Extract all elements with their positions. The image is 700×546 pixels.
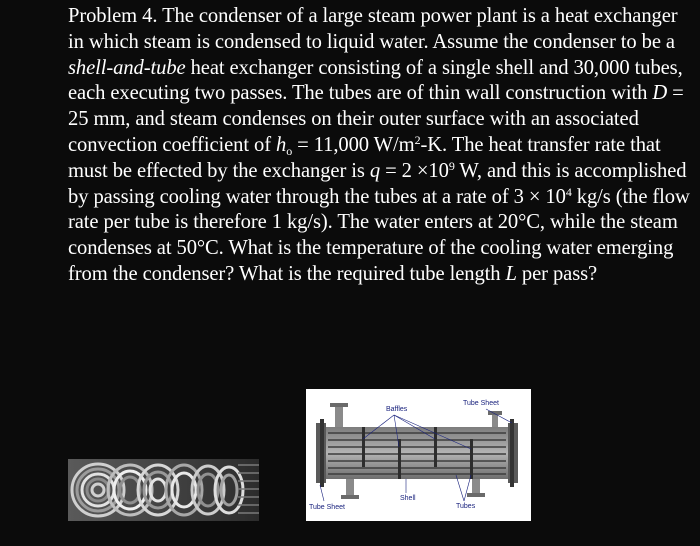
problem-text: -K. The heat transfer rate that must be effected by the exchanger is <box>68 133 661 182</box>
problem-statement <box>68 4 694 288</box>
superscript-2: 2 <box>414 132 421 147</box>
problem-text: per pass? <box>516 262 598 285</box>
variable-h: h <box>276 133 287 156</box>
shell-label: Shell <box>400 495 416 502</box>
problem-text: kg/s (the flow rate per tube is therefore 1 kg/s). The water enters at 20°C, while the steam condenses at 50°C. What is the temperature of the cooling water emerging from the condenser? What is the required tube length <box>68 185 690 285</box>
u-tube-bundle-photo <box>68 459 259 521</box>
problem-text: = 11,000 W/m <box>292 133 415 156</box>
shell-body <box>326 427 508 479</box>
problem-text: The condenser of a large steam power plant is a heat exchanger in which steam is condensed to liquid water. Assume the condenser to be a <box>68 5 678 53</box>
shell-and-tube-diagram <box>306 389 531 521</box>
problem-text: heat exchanger consisting of a single shell and 30,000 tubes, each executing two passes. The tubes are of thin wall construction with <box>68 56 683 105</box>
problem-text: W, and this is accomplished by passing cooling water through the tubes at a rate of 3 × 10 <box>68 159 687 208</box>
problem-text: = 25 mm, and steam condenses on their outer surface with an associated convection coefficient of <box>68 82 684 156</box>
superscript-9: 9 <box>448 158 455 173</box>
variable-l: L <box>505 262 517 285</box>
tubes-label: Tubes <box>456 503 476 510</box>
shell-and-tube-term: shell-and-tube <box>68 56 186 79</box>
subscript-o: o <box>286 143 293 158</box>
variable-d: D <box>652 82 668 105</box>
baffles-label: Baffles <box>386 406 408 413</box>
shell-and-tube-drawing <box>306 389 531 521</box>
u-tube-bundle-image <box>68 459 259 521</box>
variable-q: q <box>369 159 381 182</box>
tube-sheet-top-label: Tube Sheet <box>463 400 499 407</box>
tube-sheet-bottom-label: Tube Sheet <box>309 504 345 511</box>
problem-text: = 2 ×10 <box>380 159 449 182</box>
superscript-4: 4 <box>565 184 572 199</box>
problem-heading: Problem 4. <box>68 5 158 27</box>
